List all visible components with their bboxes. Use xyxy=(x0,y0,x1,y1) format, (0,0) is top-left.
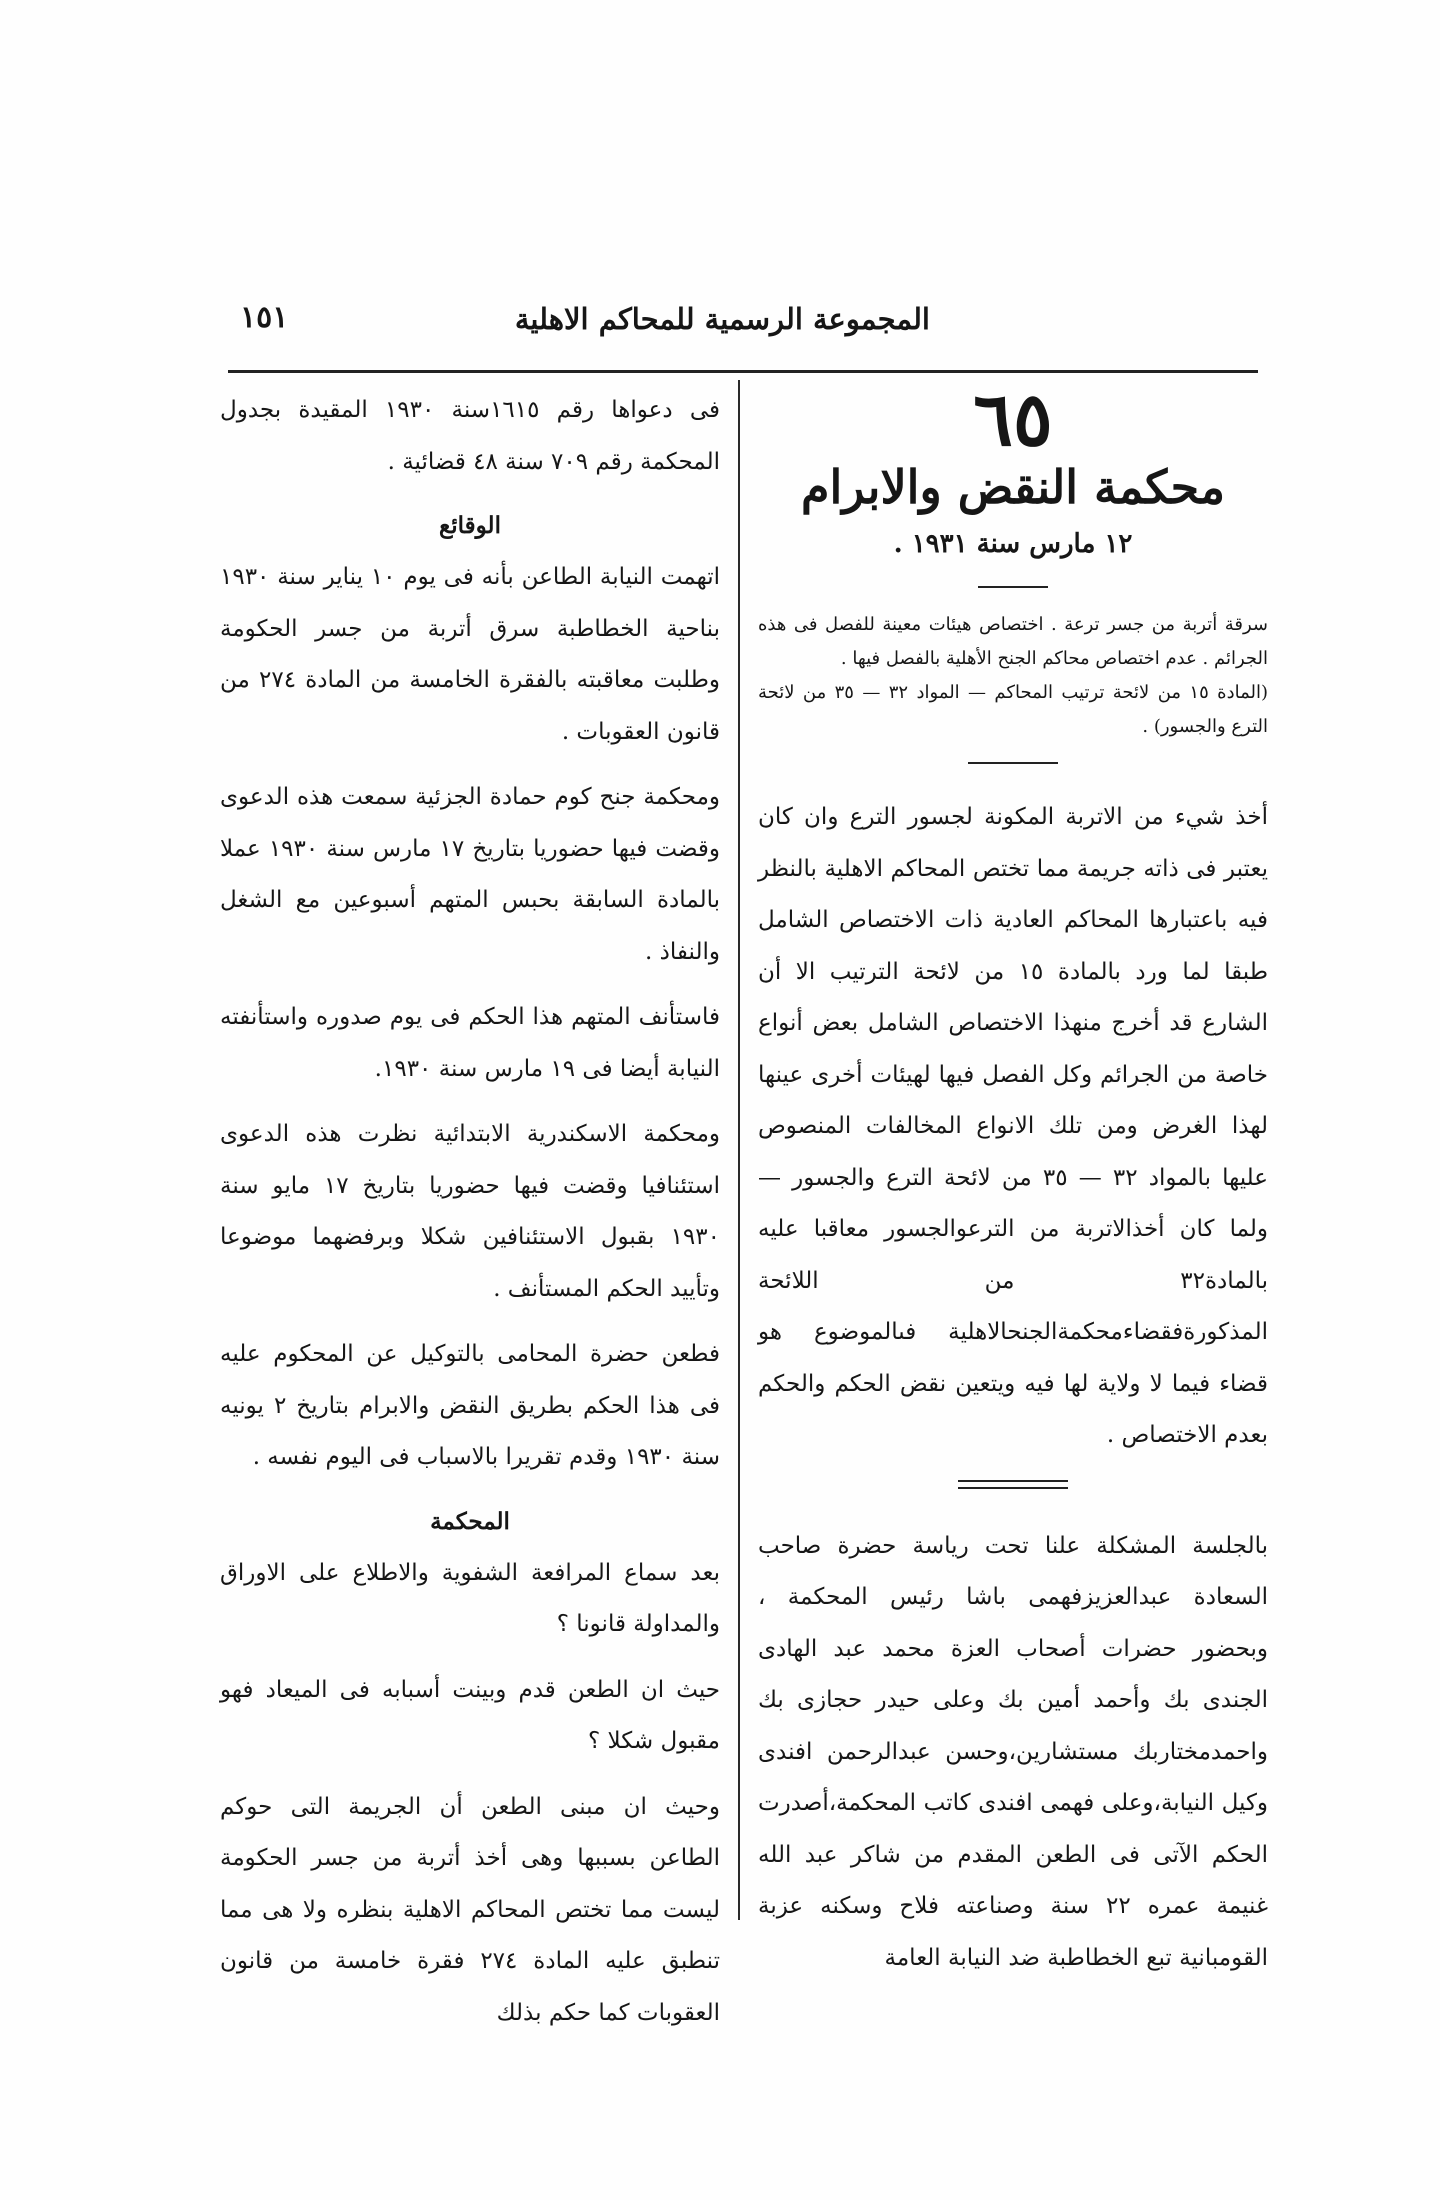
header-rule xyxy=(228,370,1258,373)
right-column xyxy=(758,377,1269,1984)
left-column xyxy=(220,385,720,2053)
facts-paragraph: اتهمت النيابة الطاعن بأنه فى يوم ١٠ يناير سنة ١٩٣٠ بناحية الخطاطبة سرق أتربة من جسر الحكومة وطلبت معاقبته بالفقرة الخامسة من المادة ٢٧٤ من قانون العقوبات . xyxy=(220,564,720,745)
court-paragraph: حيث ان الطعن قدم وبينت أسبابه فى الميعاد فهو مقبول شكلا ؟ xyxy=(220,1676,720,1754)
section-rule xyxy=(978,586,1048,588)
session-paragraph: بالجلسة المشكلة علنا تحت رياسة حضرة صاحب السعادة عبدالعزيزفهمى باشا رئيس المحكمة ، وبحضور حضرات أصحاب العزة محمد عبد الهادى الجندى بك وأحمد أمين بك وعلى حيدر حجازى بك واحمدمختاربك مستشارين،وحسن عبدالرحمن افندى وكيل النيابة،وعلى فهمى افندى كاتب المحكمة،أصدرت الحكم الآتى فى الطعن المقدم من شاكر عبد الله غنيمة عمره ٢٢ سنة وصناعته فلاح وسكنه عزبة القومبانية تبع الخطاطبة ضد النيابة العامة xyxy=(758,1532,1269,1971)
journal-title: المجموعة الرسمية للمحاكم الاهلية xyxy=(514,302,930,336)
facts-paragraph: ومحكمة جنح كوم حمادة الجزئية سمعت هذه الدعوى وقضت فيها حضوريا بتاريخ ١٧ مارس سنة ١٩٣٠ عملا بالمادة السابقة بحبس المتهم أسبوعين مع الشغل والنفاذ . xyxy=(220,784,720,965)
facts-paragraph: فاستأنف المتهم هذا الحكم فى يوم صدوره واستأنفته النيابة أيضا فى ١٩ مارس سنة ١٩٣٠. xyxy=(220,1004,720,1082)
double-rule xyxy=(958,1480,1068,1489)
section-rule xyxy=(968,762,1058,764)
legal-principle: أخذ شيء من الاتربة المكونة لجسور الترع وان كان يعتبر فى ذاته جريمة مما تختص المحاكم الاهلية بالنظر فيه باعتبارها المحاكم العادية ذات الاختصاص الشامل طبقا لما ورد بالمادة ١٥ من لائحة الترتيب الا أن الشارع قد أخرج منهذا الاختصاص الشامل بعض أنواع خاصة من الجرائم وكل الفصل فيها لهيئات أخرى عينها لهذا الغرض ومن تلك الانواع المخالفات المنصوص عليها بالمواد ٣٢ — ٣٥ من لائحة الترع والجسور — ولما كان أخذالاتربة من الترعوالجسور معاقبا عليه بالمادة٣٢ من اللائحة المذكورةفقضاءمحكمةالجنحالاهلية فىالموضوع هو قضاء فيما لا ولاية لها فيه ويتعين نقض الحكم والحكم بعدم الاختصاص . xyxy=(758,804,1269,1448)
court-name: محكمة النقض والابرام xyxy=(801,460,1225,514)
court-paragraph: وحيث ان مبنى الطعن أن الجريمة التى حوكم الطاعن بسببها وهى أخذ أتربة من جسر الحكومة ليست مما تختص المحاكم الاهلية بنظره ولا هى مما تنطبق عليه المادة ٢٧٤ فقرة خامسة من قانون العقوبات كما حكم بذلك xyxy=(220,1793,720,2026)
running-header xyxy=(220,298,1270,348)
facts-paragraph: ومحكمة الاسكندرية الابتدائية نظرت هذه الدعوى استئنافيا وقضت فيها حضوريا بتاريخ ١٧ مايو سنة ١٩٣٠ بقبول الاستئنافين شكلا وبرفضهما موضوعا وتأييد الحكم المستأنف . xyxy=(220,1121,720,1302)
case-intro: فى دعواها رقم ١٦١٥سنة ١٩٣٠ المقيدة بجدول المحكمة رقم ٧٠٩ سنة ٤٨ قضائية . xyxy=(220,397,720,475)
column-divider xyxy=(738,380,740,1920)
case-number: ٦٥ xyxy=(973,377,1053,463)
court-heading: المحكمة xyxy=(430,1507,510,1535)
facts-paragraph: فطعن حضرة المحامى بالتوكيل عن المحكوم عليه فى هذا الحكم بطريق النقض والابرام بتاريخ ٢ يونيه سنة ١٩٣٠ وقدم تقريرا بالاسباب فى اليوم نفسه . xyxy=(220,1341,720,1470)
facts-heading: الوقائع xyxy=(439,512,501,539)
case-summary xyxy=(758,608,1268,744)
case-date: ١٢ مارس سنة ١٩٣١ . xyxy=(893,529,1133,559)
summary-keywords: سرقة أتربة من جسر ترعة . اختصاص هيئات معينة للفصل فى هذه الجرائم . عدم اختصاص محاكم الجنح الأهلية بالفصل فيها . xyxy=(758,614,1268,669)
summary-citations: (المادة ١٥ من لائحة ترتيب المحاكم — المواد ٣٢ — ٣٥ من لائحة الترع والجسور) . xyxy=(758,682,1268,737)
page-number: ١٥١ xyxy=(240,300,289,335)
court-paragraph: بعد سماع المرافعة الشفوية والاطلاع على الاوراق والمداولة قانونا ؟ xyxy=(220,1559,720,1637)
